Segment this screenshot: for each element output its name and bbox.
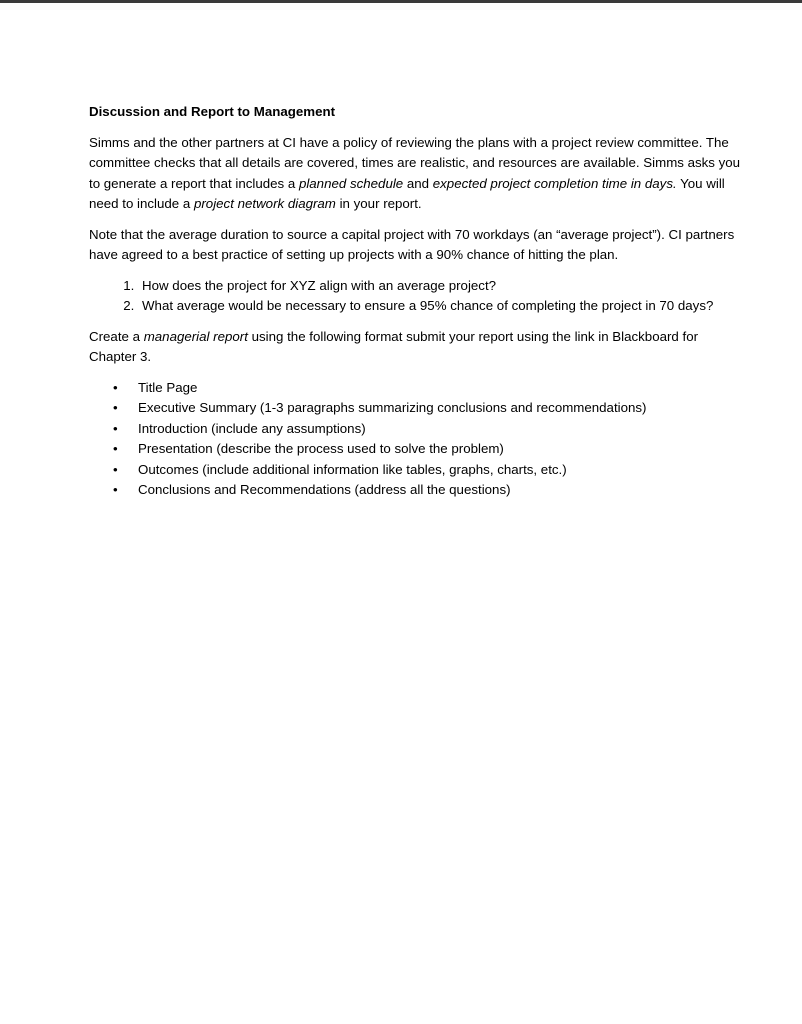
- intro-text-4: in your report.: [335, 196, 422, 211]
- report-section-item: [89, 419, 741, 440]
- window-top-border: [0, 0, 802, 3]
- instructions-text-1: Create a: [89, 328, 144, 344]
- report-section-label: Title Page: [138, 379, 198, 395]
- bullet-icon: •: [113, 461, 118, 477]
- report-section-label: Introduction (include any assumptions): [138, 420, 366, 436]
- average-project-paragraph: Note that the average duration to source a capital project with 70 workdays (an “average project”). CI partners have agreed to a best practice of setting up projects with a 90% chance of hitting the plan.: [89, 226, 735, 262]
- report-section-item: [89, 378, 741, 399]
- completion-time-emphasis: expected project completion time in days.: [432, 175, 677, 191]
- question-item-2: 2. What average would be necessary to ensure a 95% chance of completing the project in 70 days?: [138, 296, 741, 317]
- report-section-label: Executive Summary (1-3 paragraphs summarizing conclusions and recommendations): [138, 400, 647, 415]
- report-instructions-paragraph: [89, 327, 741, 368]
- intro-text-3: You will need to include a: [89, 175, 725, 211]
- report-section-item: [89, 398, 741, 419]
- bullet-icon: •: [113, 420, 118, 436]
- bullet-icon: •: [113, 482, 118, 497]
- report-section-label: Conclusions and Recommendations (address all the questions): [138, 482, 511, 497]
- report-sections-list: [89, 378, 741, 501]
- report-section-item: [89, 480, 741, 501]
- intro-text-1: Simms and the other partners at CI have a policy of reviewing the plans with a project review committee. The committee checks that all details are covered, times are realistic, and resources are available. Simms asks you to generate a report that includes a: [89, 134, 741, 191]
- section-heading: Discussion and Report to Management: [89, 104, 336, 119]
- question-item-1: 1. How does the project for XYZ align with an average project?: [138, 276, 741, 297]
- questions-list: [89, 276, 741, 317]
- report-section-label: Outcomes (include additional information like tables, graphs, charts, etc.): [138, 461, 567, 477]
- planned-schedule-emphasis: planned schedule: [298, 175, 404, 191]
- document-page: [89, 102, 741, 501]
- report-section-item: [89, 460, 741, 481]
- intro-paragraph: [89, 133, 741, 215]
- instructions-text-2: using the following format submit your report using the link in Blackboard for Chapter 3.: [89, 328, 699, 364]
- managerial-report-emphasis: managerial report: [143, 328, 248, 344]
- bullet-icon: •: [113, 441, 118, 456]
- report-section-label: Presentation (describe the process used to solve the problem): [138, 441, 504, 456]
- bullet-icon: •: [113, 400, 118, 415]
- network-diagram-emphasis: project network diagram: [193, 196, 336, 211]
- intro-text-2: and: [403, 175, 433, 191]
- bullet-icon: •: [113, 379, 118, 395]
- report-section-item: [89, 439, 741, 460]
